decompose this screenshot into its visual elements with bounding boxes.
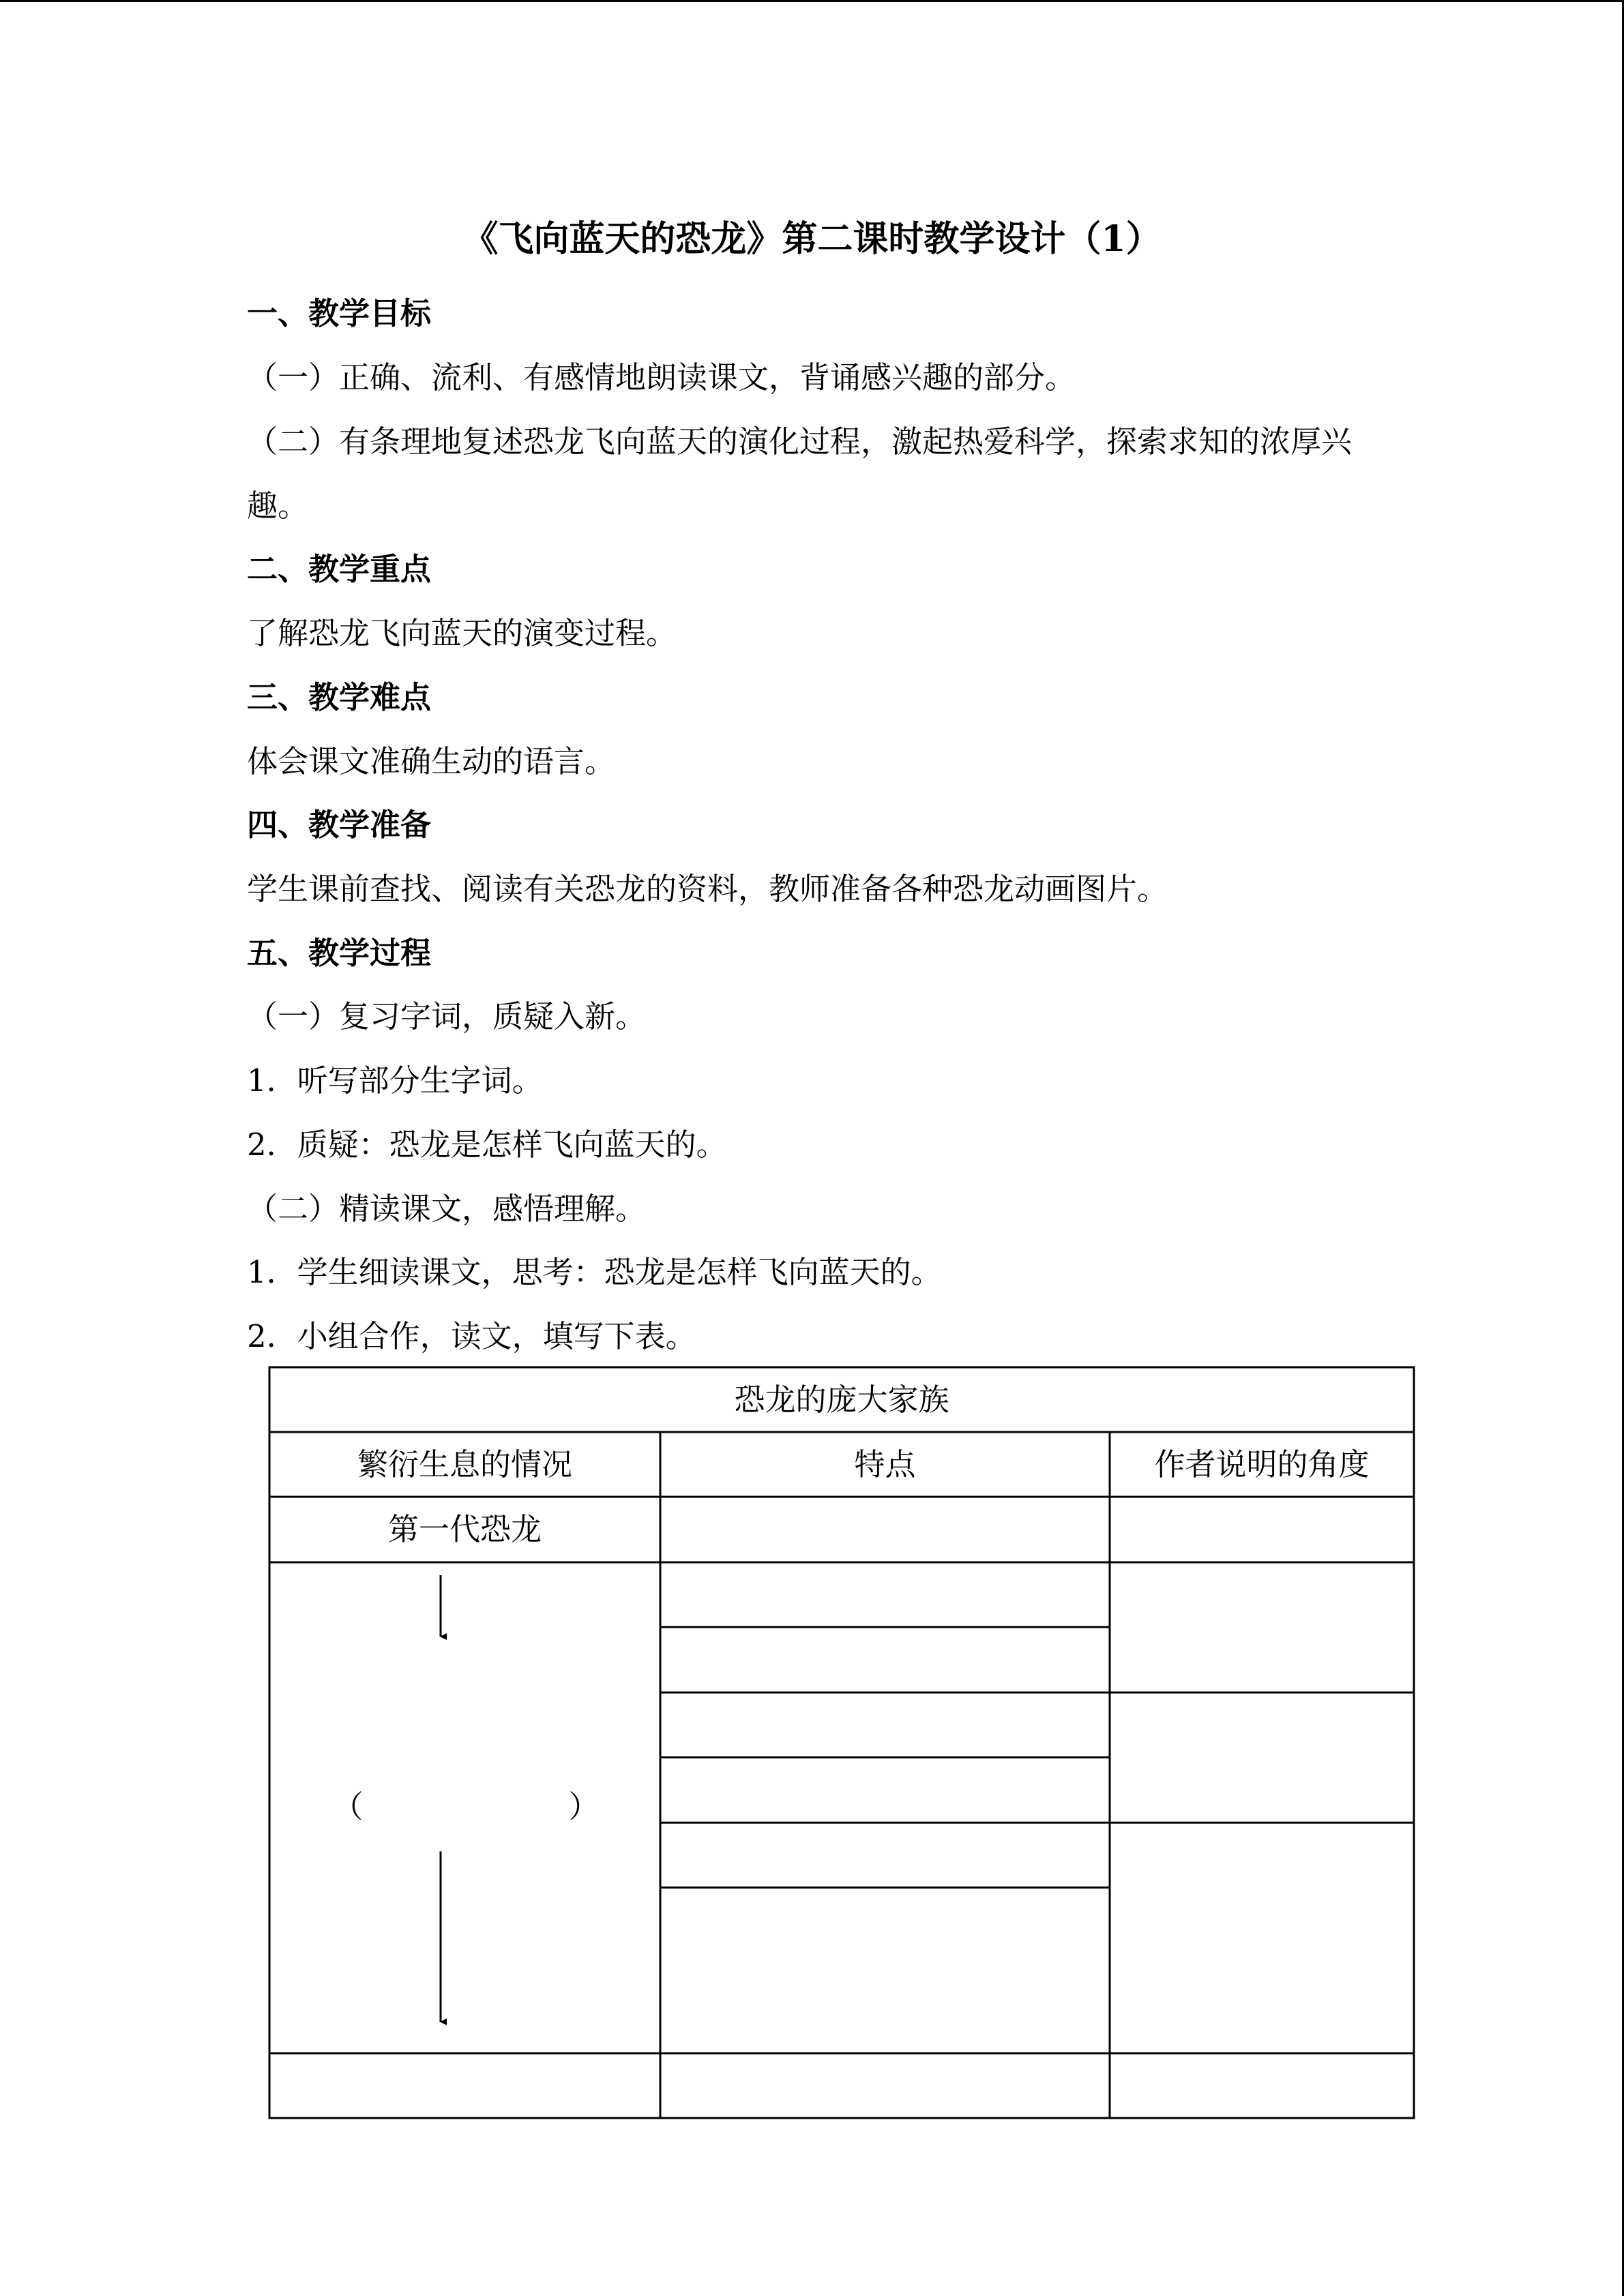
section-heading-process: 五、教学过程	[247, 935, 432, 971]
objective-item-2-cont: 趣。	[247, 488, 309, 524]
table-header-perspective: 作者说明的角度	[1154, 1446, 1370, 1482]
table-header-reproduction: 繁衍生息的情况	[357, 1446, 572, 1482]
blank-open-paren: （	[332, 1789, 364, 1825]
objective-item-2: （二）有条理地复述恐龙飞向蓝天的演化过程，激起热爱科学，探索求知的浓厚兴	[247, 423, 1353, 460]
process-part-2-step-2: 2．小组合作，读文，填写下表。	[247, 1318, 696, 1354]
section-heading-preparation: 四、教学准备	[247, 807, 432, 843]
section-heading-objectives: 一、教学目标	[247, 295, 432, 331]
process-part-2: （二）精读课文，感悟理解。	[247, 1191, 647, 1227]
difficulties-body: 体会课文准确生动的语言。	[247, 743, 616, 779]
process-part-2-step-1: 1．学生细读课文，思考：恐龙是怎样飞向蓝天的。	[247, 1254, 942, 1290]
preparation-body: 学生课前查找、阅读有关恐龙的资料，教师准备各种恐龙动画图片。	[247, 871, 1168, 907]
process-part-1-step-1: 1．听写部分生字词。	[247, 1062, 543, 1099]
process-part-1: （一）复习字词，质疑入新。	[247, 998, 647, 1034]
key-points-body: 了解恐龙飞向蓝天的演变过程。	[247, 615, 677, 651]
section-heading-difficulties: 三、教学难点	[247, 679, 432, 715]
table-caption: 恐龙的庞大家族	[734, 1382, 949, 1418]
table-row-first-generation: 第一代恐龙	[387, 1511, 542, 1547]
document-title: 《飞向蓝天的恐龙》第二课时教学设计（1）	[462, 218, 1162, 260]
blank-close-paren: ）	[568, 1789, 600, 1825]
process-part-1-step-2: 2．质疑：恐龙是怎样飞向蓝天的。	[247, 1127, 727, 1163]
objective-item-1: （一）正确、流利、有感情地朗读课文，背诵感兴趣的部分。	[247, 359, 1076, 396]
section-heading-key-points: 二、教学重点	[247, 551, 432, 587]
table-header-features: 特点	[854, 1446, 916, 1482]
